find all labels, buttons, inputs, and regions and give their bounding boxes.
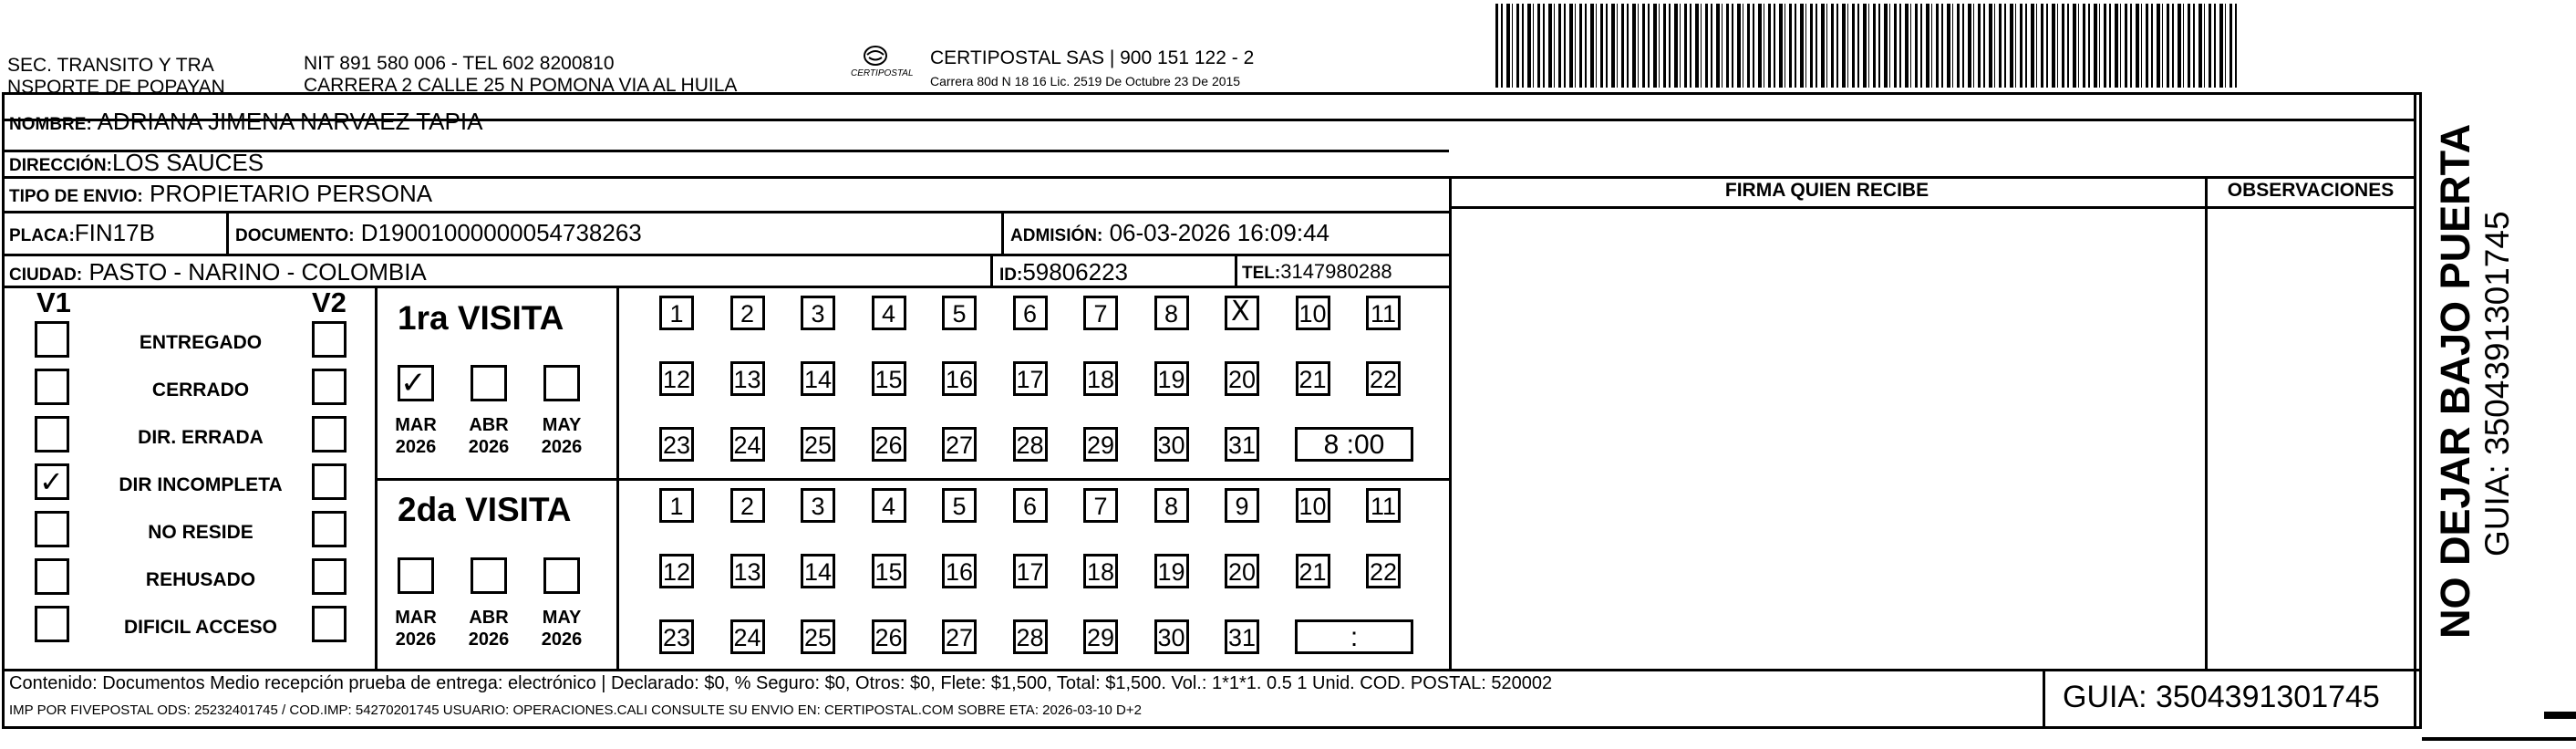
- div-documento: [1001, 211, 1004, 254]
- div-ciudad: [990, 254, 993, 286]
- visit2-day-26[interactable]: 26: [872, 619, 906, 654]
- visit2-month-box-may[interactable]: [543, 557, 580, 594]
- observaciones-header: OBSERVACIONES: [2227, 180, 2395, 201]
- license-line: Carrera 80d N 18 16 Lic. 2519 De Octubre 23 De 2015: [930, 74, 1241, 88]
- visit1-day-15[interactable]: 15: [872, 361, 906, 396]
- visit2-day-21[interactable]: 21: [1296, 554, 1330, 588]
- visit2-day-12[interactable]: 12: [659, 554, 694, 588]
- visit1-day-24[interactable]: 24: [730, 427, 765, 462]
- visit2-day-15[interactable]: 15: [872, 554, 906, 588]
- visit2-day-23[interactable]: 23: [659, 619, 694, 654]
- v2-checkbox-dir-errada[interactable]: [312, 416, 347, 453]
- visit2-month-box-abr[interactable]: [471, 557, 507, 594]
- line-col-header: [1449, 206, 2414, 209]
- line-ciudad: [2, 254, 1449, 256]
- visit2-day-28[interactable]: 28: [1013, 619, 1048, 654]
- visit2-day-13[interactable]: 13: [730, 554, 765, 588]
- direccion-value: LOS SAUCES: [111, 149, 264, 176]
- v1-header: V1: [36, 286, 71, 318]
- visit1-day-4[interactable]: 4: [872, 296, 906, 330]
- documento-value: D19001000000054738263: [360, 219, 642, 246]
- v1-checkbox-dificil-acceso[interactable]: [35, 606, 69, 642]
- visit2-day-24[interactable]: 24: [730, 619, 765, 654]
- visit1-year-label-may: 2026: [541, 437, 583, 457]
- sender-contact: [304, 53, 737, 97]
- visit1-day-29[interactable]: 29: [1083, 427, 1118, 462]
- visit1-day-6[interactable]: 6: [1013, 296, 1048, 330]
- status-label-entregado: ENTREGADO: [139, 332, 263, 353]
- visit2-month-label-mar: MAR: [395, 608, 437, 628]
- v2-header: V2: [312, 286, 347, 318]
- visit2-day-2[interactable]: 2: [730, 488, 765, 523]
- status-label-dificil-acceso: DIFICIL ACCESO: [123, 617, 277, 638]
- v2-checkbox-dir-incompleta[interactable]: [312, 463, 347, 500]
- documento-label: DOCUMENTO:: [235, 226, 355, 245]
- edge-mark: [2544, 712, 2576, 719]
- visit1-day-23[interactable]: 23: [659, 427, 694, 462]
- visit2-day-18[interactable]: 18: [1083, 554, 1118, 588]
- visit1-month-box-mar[interactable]: [398, 365, 434, 401]
- visit2-month-label-may: MAY: [542, 608, 582, 628]
- visit1-day-27[interactable]: 27: [942, 427, 977, 462]
- visit2-day-11[interactable]: 11: [1366, 488, 1401, 523]
- line-footer: [2, 669, 2422, 671]
- placa-value: FIN17B: [74, 219, 155, 246]
- visit2-year-label-abr: 2026: [468, 629, 510, 650]
- ciudad-row: [9, 258, 427, 289]
- contenido-line: Contenido: Documentos Medio recepción prueba de entrega: electrónico | Declarado: $0, % Seguro: $0, Otros: $0, Flete: $1,500, Total: $1,500. Vol.: 1*1*1. 0.5 1 Unid. COD. POSTAL: 520002: [9, 673, 1553, 693]
- visit2-day-6[interactable]: 6: [1013, 488, 1048, 523]
- visit1-title: 1ra VISITA: [398, 299, 564, 337]
- v2-checkbox-dificil-acceso[interactable]: [312, 606, 347, 642]
- visit1-day-25[interactable]: 25: [801, 427, 835, 462]
- visit2-day-20[interactable]: 20: [1225, 554, 1259, 588]
- v1-checkbox-no-reside[interactable]: [35, 511, 69, 547]
- visit1-day-9[interactable]: [1225, 296, 1259, 330]
- visit1-day-14[interactable]: 14: [801, 361, 835, 396]
- visit2-day-7[interactable]: 7: [1083, 488, 1118, 523]
- visit2-day-14[interactable]: 14: [801, 554, 835, 588]
- visit2-day-25[interactable]: 25: [801, 619, 835, 654]
- direccion-row: [9, 149, 264, 180]
- placa-row: [9, 219, 155, 250]
- visit1-day-31[interactable]: 31: [1225, 427, 1259, 462]
- v2-checkbox-rehusado[interactable]: [312, 558, 347, 595]
- tel-value: 3147980288: [1280, 260, 1392, 283]
- visit2-day-4[interactable]: 4: [872, 488, 906, 523]
- v2-checkbox-cerrado[interactable]: [312, 369, 347, 405]
- v1-checkbox-dir-errada[interactable]: [35, 416, 69, 453]
- line-placa: [2, 211, 1449, 213]
- id-value: 59806223: [1022, 258, 1129, 286]
- obs-left-divider: [2205, 176, 2208, 669]
- visit2-year-label-may: 2026: [541, 629, 583, 650]
- check-mark-icon: ✓: [400, 365, 427, 401]
- visit2-time-box[interactable]: :: [1295, 619, 1413, 654]
- company-line: CERTIPOSTAL SAS | 900 151 122 - 2: [930, 47, 1255, 68]
- visit2-day-3[interactable]: 3: [801, 488, 835, 523]
- visit1-day-28[interactable]: 28: [1013, 427, 1048, 462]
- visit1-day-22[interactable]: 22: [1366, 361, 1401, 396]
- id-row: [999, 258, 1128, 289]
- sender-line-1: SEC. TRANSITO Y TRA: [7, 55, 214, 76]
- visit2-day-19[interactable]: 19: [1154, 554, 1189, 588]
- day-cross-mark-icon: X: [1231, 296, 1250, 328]
- ciudad-label: CIUDAD:: [9, 265, 83, 285]
- visit1-year-label-mar: 2026: [395, 437, 437, 457]
- visit2-day-10[interactable]: 10: [1296, 488, 1330, 523]
- tipo-label: TIPO DE ENVIO:: [9, 187, 143, 206]
- visit2-day-29[interactable]: 29: [1083, 619, 1118, 654]
- placa-label: PLACA:: [9, 226, 75, 245]
- firma-header: FIRMA QUIEN RECIBE: [1724, 180, 1929, 201]
- admision-value: 06-03-2026 16:09:44: [1109, 219, 1329, 246]
- bottom-edge: [2422, 737, 2576, 741]
- sender-line-2: NSPORTE DE POPAYAN: [7, 77, 225, 98]
- visit2-year-label-mar: 2026: [395, 629, 437, 650]
- visit2-day-1[interactable]: 1: [659, 488, 694, 523]
- tipo-row: [9, 180, 432, 211]
- div-status: [375, 286, 378, 669]
- visit1-day-1[interactable]: 1: [659, 296, 694, 330]
- status-label-rehusado: REHUSADO: [145, 569, 256, 590]
- status-label-no-reside: NO RESIDE: [148, 522, 253, 543]
- nombre-label: NOMBRE:: [9, 115, 92, 134]
- visit1-month-box-may[interactable]: [543, 365, 580, 401]
- certipostal-logo-icon: [853, 44, 898, 68]
- line-tipo: [2, 176, 2416, 179]
- visit2-day-5[interactable]: 5: [942, 488, 977, 523]
- visit1-day-10[interactable]: 10: [1296, 296, 1330, 330]
- visit2-day-22[interactable]: 22: [1366, 554, 1401, 588]
- visit1-time-box[interactable]: 8 :00: [1295, 427, 1413, 462]
- check-mark-icon: ✓: [39, 464, 64, 499]
- visit1-day-7[interactable]: 7: [1083, 296, 1118, 330]
- logo-text: CERTIPOSTAL: [851, 68, 914, 78]
- v1-checkbox-rehusado[interactable]: [35, 558, 69, 595]
- no-dejar-text: NO DEJAR BAJO PUERTA: [2432, 123, 2478, 639]
- visit1-day-8[interactable]: 8: [1154, 296, 1189, 330]
- status-label-cerrado: CERRADO: [151, 380, 250, 401]
- address-line: CARRERA 2 CALLE 25 N POMONA VIA AL HUILA: [304, 75, 738, 96]
- visit2-month-label-abr: ABR: [469, 608, 509, 628]
- div-guia: [2043, 669, 2045, 729]
- visit1-day-18[interactable]: 18: [1083, 361, 1118, 396]
- v1-checkbox-entregado[interactable]: [35, 321, 69, 358]
- visit1-year-label-abr: 2026: [468, 437, 510, 457]
- visit2-title: 2da VISITA: [398, 491, 572, 528]
- ciudad-value: PASTO - NARINO - COLOMBIA: [88, 258, 427, 286]
- tel-row: [1242, 258, 1392, 287]
- visit2-day-27[interactable]: 27: [942, 619, 977, 654]
- visit1-day-13[interactable]: 13: [730, 361, 765, 396]
- documento-row: [235, 219, 642, 250]
- visit1-day-3[interactable]: 3: [801, 296, 835, 330]
- visit2-day-16[interactable]: 16: [942, 554, 977, 588]
- visit1-day-11[interactable]: 11: [1366, 296, 1401, 330]
- direccion-label: DIRECCIÓN:: [9, 156, 112, 175]
- firma-left-divider: [1449, 176, 1452, 669]
- tipo-value: PROPIETARIO PERSONA: [149, 180, 433, 207]
- div-visits: [375, 478, 1449, 481]
- v1-checkbox-cerrado[interactable]: [35, 369, 69, 405]
- div-placa: [226, 211, 229, 254]
- visit1-month-label-abr: ABR: [469, 415, 509, 435]
- visit1-day-2[interactable]: 2: [730, 296, 765, 330]
- barcode: [1495, 4, 2239, 88]
- imp-line: IMP POR FIVEPOSTAL ODS: 25232401745 / COD.IMP: 54270201745 USUARIO: OPERACIONES.CALI CONSULTE SU ENVIO EN: CERTIPOSTAL.COM SOBRE ETA: 2026-03-10 D+2: [9, 702, 1142, 718]
- v2-checkbox-entregado[interactable]: [312, 321, 347, 358]
- visit1-day-12[interactable]: 12: [659, 361, 694, 396]
- visit1-day-21[interactable]: 21: [1296, 361, 1330, 396]
- admision-label: ADMISIÓN:: [1010, 226, 1103, 245]
- tel-label: TEL:: [1242, 264, 1281, 283]
- visit2-day-8[interactable]: 8: [1154, 488, 1189, 523]
- v1-checkbox-dir-incompleta[interactable]: [35, 463, 69, 500]
- visit1-day-20[interactable]: 20: [1225, 361, 1259, 396]
- nombre-value: ADRIANA JIMENA NARVAEZ TAPIA: [97, 108, 483, 135]
- admision-row: [1010, 219, 1329, 250]
- div-visit-months: [616, 286, 619, 669]
- obs-right-divider: [2414, 92, 2416, 729]
- side-guia-text: GUIA: 3504391301745: [2478, 211, 2516, 557]
- v2-checkbox-no-reside[interactable]: [312, 511, 347, 547]
- visit1-day-16[interactable]: 16: [942, 361, 977, 396]
- visit1-month-box-abr[interactable]: [471, 365, 507, 401]
- visit2-day-17[interactable]: 17: [1013, 554, 1048, 588]
- visit1-month-label-mar: MAR: [395, 415, 437, 435]
- footer-guia: GUIA: 3504391301745: [2063, 680, 2380, 714]
- div-id: [1235, 254, 1237, 286]
- visit1-day-19[interactable]: 19: [1154, 361, 1189, 396]
- nit-line: NIT 891 580 006 - TEL 602 8200810: [304, 53, 615, 74]
- visit2-day-9[interactable]: 9: [1225, 488, 1259, 523]
- visit1-day-17[interactable]: 17: [1013, 361, 1048, 396]
- visit1-month-label-may: MAY: [542, 415, 582, 435]
- visit1-day-5[interactable]: 5: [942, 296, 977, 330]
- nombre-row: [9, 108, 482, 139]
- visit1-day-26[interactable]: 26: [872, 427, 906, 462]
- visit2-month-box-mar[interactable]: [398, 557, 434, 594]
- status-label-dir-incompleta: DIR INCOMPLETA: [119, 474, 283, 495]
- visit2-day-30[interactable]: 30: [1154, 619, 1189, 654]
- visit1-day-30[interactable]: 30: [1154, 427, 1189, 462]
- status-label-dir-errada: DIR. ERRADA: [138, 427, 264, 448]
- id-label: ID:: [999, 265, 1023, 285]
- visit2-day-31[interactable]: 31: [1225, 619, 1259, 654]
